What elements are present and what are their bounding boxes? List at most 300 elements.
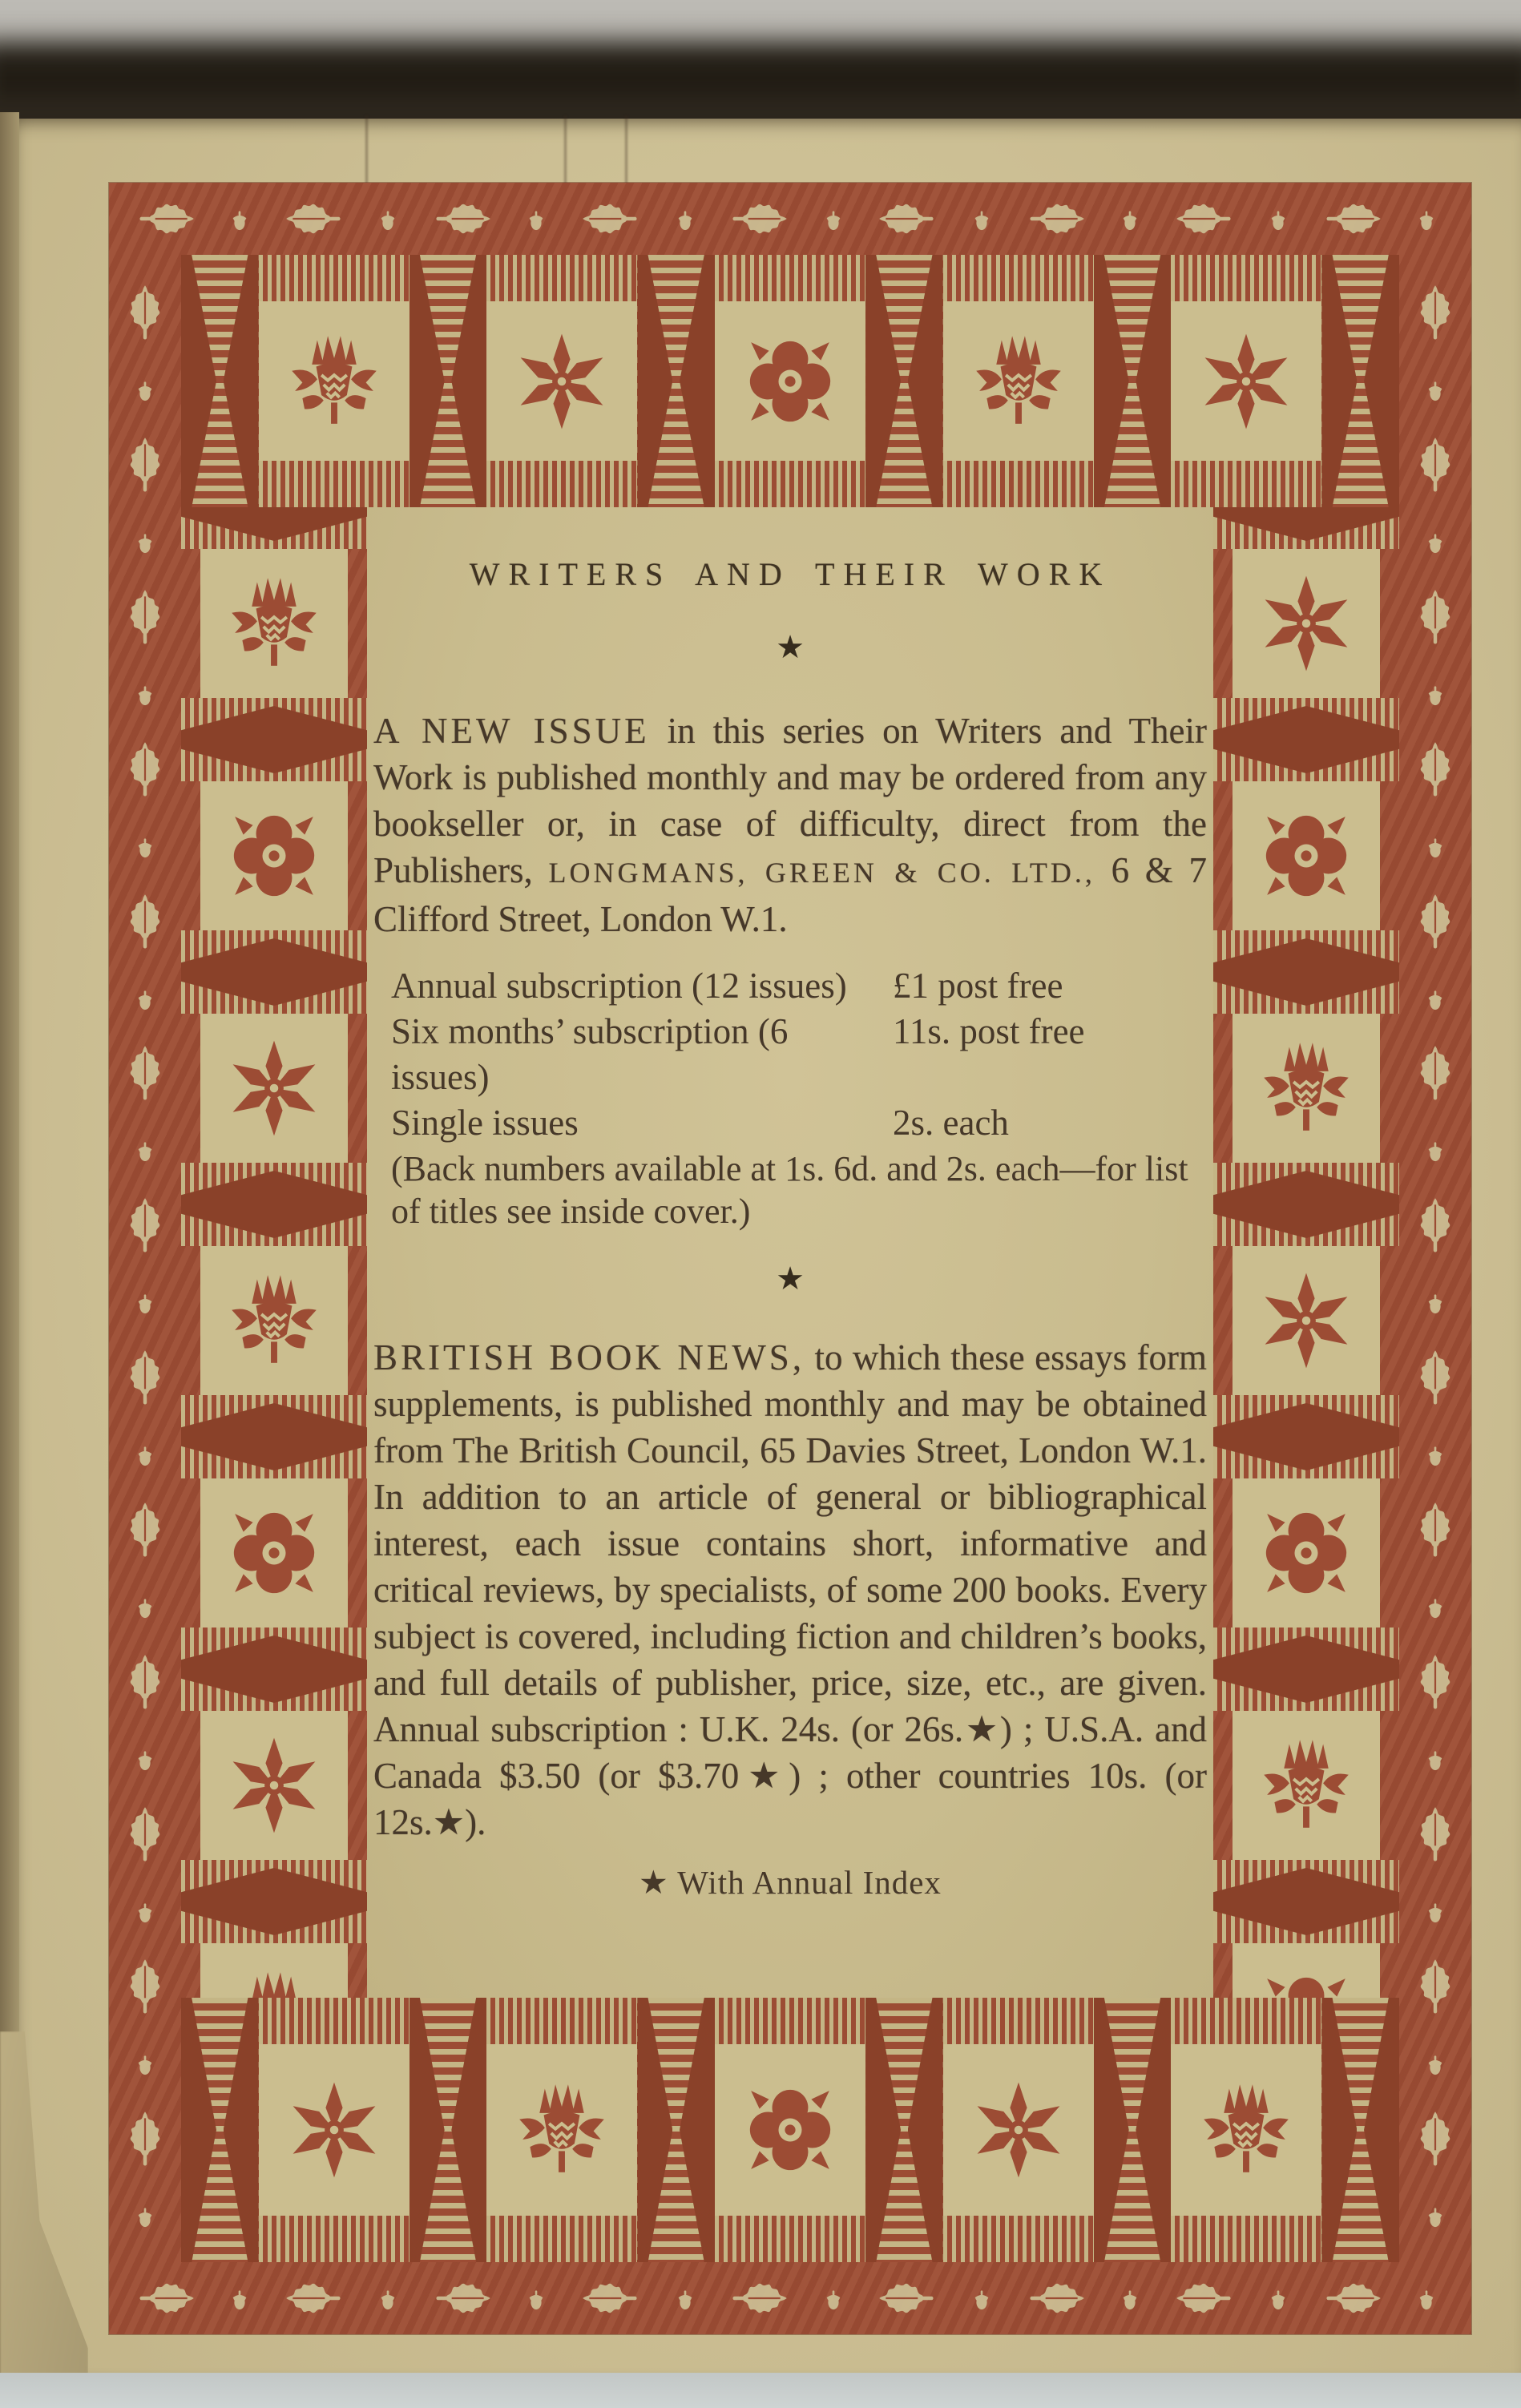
rose-icon xyxy=(1253,803,1359,909)
rose-icon xyxy=(1253,1965,1359,1998)
acorn-icon xyxy=(127,676,163,712)
oak-leaf-wrap xyxy=(284,189,344,248)
acorn-icon xyxy=(1418,981,1453,1016)
motif-square xyxy=(486,2044,637,2216)
oak-leaf-icon xyxy=(1027,189,1086,248)
oak-leaf-wrap xyxy=(1406,284,1465,343)
ladder-band xyxy=(181,255,259,507)
oak-leaf-icon xyxy=(115,893,175,952)
border-panel xyxy=(259,255,410,507)
acorn-icon xyxy=(127,1285,163,1320)
acorn-wrap xyxy=(668,2281,703,2316)
oak-leaf-wrap xyxy=(136,189,196,248)
motif-square xyxy=(943,2044,1094,2216)
acorn-icon xyxy=(370,2281,405,2316)
oak-leaf-wrap xyxy=(284,2269,344,2328)
oak-leaf-wrap xyxy=(1406,1805,1465,1865)
oak-leaf-wrap xyxy=(878,2269,937,2328)
oak-leaf-wrap xyxy=(1406,1501,1465,1560)
flower-icon xyxy=(281,2077,387,2183)
oak-leaf-icon xyxy=(1406,588,1465,647)
acorn-wrap xyxy=(1261,2281,1296,2316)
hatch-stripes xyxy=(943,1998,1094,2044)
hatch-stripes xyxy=(943,255,1094,301)
oak-leaf-wrap xyxy=(1406,1653,1465,1712)
oak-leaf-icon xyxy=(115,2110,175,2169)
oak-leaf-wrap xyxy=(729,189,789,248)
price-value: 11s. post free xyxy=(893,1011,1085,1051)
acorn-wrap xyxy=(1418,981,1453,1016)
oak-leaf-wrap xyxy=(581,2269,640,2328)
ladder-band xyxy=(410,1998,487,2262)
acorn-icon xyxy=(127,1437,163,1472)
series-paragraph xyxy=(373,708,1207,942)
hatch-stripes xyxy=(715,1998,865,2044)
flower-icon xyxy=(221,1035,327,1141)
ladder-band xyxy=(410,255,487,507)
oak-leaf-icon xyxy=(729,189,789,248)
price-item: Single issues xyxy=(391,1103,579,1143)
ladder-band xyxy=(865,255,943,507)
hatch-stripes xyxy=(715,2216,865,2262)
oak-leaf-wrap xyxy=(1406,2110,1465,2169)
acorn-icon xyxy=(222,201,257,236)
hatch-stripes xyxy=(715,461,865,507)
oak-leaf-icon xyxy=(1406,740,1465,800)
ladder-band xyxy=(637,255,715,507)
border-panel xyxy=(181,1204,367,1437)
oak-leaf-icon xyxy=(1175,2269,1234,2328)
oak-leaf-icon xyxy=(115,1349,175,1408)
oak-leaf-icon xyxy=(115,588,175,647)
border-panel xyxy=(1213,1437,1399,1669)
motif-square xyxy=(200,781,348,930)
oak-leaf-icon xyxy=(1406,1958,1465,2017)
border-panel xyxy=(181,1437,367,1669)
acorn-icon xyxy=(127,1589,163,1624)
oak-leaf-wrap xyxy=(1406,1196,1465,1256)
hatch-stripes xyxy=(486,1998,637,2044)
motif-square xyxy=(1171,2044,1321,2216)
acorn-icon xyxy=(1418,2046,1453,2081)
acorn-wrap xyxy=(518,201,554,236)
acorn-wrap xyxy=(816,2281,851,2316)
oak-leaf-strip-left xyxy=(109,255,181,2262)
motif-column-right xyxy=(1213,507,1399,1998)
acorn-wrap xyxy=(668,201,703,236)
oak-leaf-icon xyxy=(1027,2269,1086,2328)
acorn-wrap xyxy=(222,201,257,236)
oak-leaf-icon xyxy=(1323,2269,1382,2328)
motif-square xyxy=(486,301,637,461)
hatch-stripes xyxy=(486,461,637,507)
motif-square xyxy=(715,2044,865,2216)
acorn-wrap xyxy=(1418,1285,1453,1320)
acorn-wrap xyxy=(127,981,163,1016)
price-item: Annual subscription (12 issues) xyxy=(391,966,847,1006)
motif-square xyxy=(1233,1478,1380,1628)
motif-square xyxy=(1233,549,1380,698)
oak-leaf-icon xyxy=(136,189,196,248)
british-book-news-lead: BRITISH BOOK NEWS, xyxy=(373,1337,805,1377)
oak-leaf-icon xyxy=(1175,189,1234,248)
acorn-wrap xyxy=(127,524,163,559)
hatch-stripes xyxy=(259,461,410,507)
motif-row-top xyxy=(181,255,1399,507)
oak-leaf-wrap xyxy=(115,1653,175,1712)
motif-square xyxy=(200,1943,348,1998)
acorn-wrap xyxy=(964,201,999,236)
oak-leaf-wrap xyxy=(1406,740,1465,800)
acorn-icon xyxy=(127,524,163,559)
acorn-icon xyxy=(1418,1894,1453,1929)
thistle-icon xyxy=(281,329,387,434)
oak-leaf-icon xyxy=(1406,1805,1465,1865)
acorn-icon xyxy=(1112,201,1148,236)
acorn-wrap xyxy=(127,1589,163,1624)
hatch-stripes xyxy=(715,255,865,301)
hatch-stripes xyxy=(1171,1998,1321,2044)
hatch-stripes xyxy=(1171,255,1321,301)
acorn-icon xyxy=(222,2281,257,2316)
hatch-stripes xyxy=(1171,2216,1321,2262)
motif-square xyxy=(1233,1014,1380,1163)
price-table xyxy=(391,963,1207,1232)
acorn-icon xyxy=(1418,676,1453,712)
hatch-stripes xyxy=(943,2216,1094,2262)
acorn-wrap xyxy=(1418,2198,1453,2233)
acorn-icon xyxy=(1418,1741,1453,1777)
acorn-icon xyxy=(518,2281,554,2316)
motif-square xyxy=(200,1478,348,1628)
thistle-icon xyxy=(1253,1732,1359,1838)
acorn-wrap xyxy=(1418,2046,1453,2081)
oak-leaf-wrap xyxy=(1175,2269,1234,2328)
oak-leaf-icon xyxy=(284,2269,344,2328)
text-panel xyxy=(367,507,1213,1998)
motif-square xyxy=(200,1014,348,1163)
publisher-address: 6 & 7 Clifford Street, London W.1. xyxy=(373,850,1207,939)
motif-square xyxy=(1233,1711,1380,1860)
border-panel xyxy=(181,507,367,740)
border-panel xyxy=(1213,1669,1399,1902)
border-panel xyxy=(1213,507,1399,740)
oak-leaf-wrap xyxy=(115,1805,175,1865)
oak-leaf-strip-bottom xyxy=(109,2262,1471,2334)
oak-leaf-wrap xyxy=(115,1044,175,1103)
price-value: 2s. each xyxy=(893,1103,1009,1143)
oak-leaf-icon xyxy=(115,1958,175,2017)
motif-square xyxy=(1171,301,1321,461)
thistle-icon xyxy=(1253,1035,1359,1141)
acorn-wrap xyxy=(127,829,163,864)
flower-icon xyxy=(1253,1268,1359,1373)
table-row xyxy=(391,1009,1207,1100)
british-book-news-paragraph xyxy=(373,1334,1207,1845)
acorn-wrap xyxy=(127,676,163,712)
border-panel xyxy=(1171,1998,1321,2262)
oak-leaf-wrap xyxy=(115,1196,175,1256)
oak-leaf-wrap xyxy=(115,284,175,343)
acorn-wrap xyxy=(127,1437,163,1472)
hatch-stripes xyxy=(259,1998,410,2044)
acorn-wrap xyxy=(1112,201,1148,236)
oak-leaf-wrap xyxy=(1406,1349,1465,1408)
acorn-wrap xyxy=(1418,1437,1453,1472)
border-panel xyxy=(1213,1204,1399,1437)
motif-square xyxy=(1233,781,1380,930)
table-row xyxy=(391,1100,1207,1146)
oak-leaf-icon xyxy=(115,436,175,495)
acorn-icon xyxy=(964,201,999,236)
oak-leaf-icon xyxy=(581,189,640,248)
oak-leaf-icon xyxy=(433,189,492,248)
oak-leaf-icon xyxy=(1406,893,1465,952)
border-panel xyxy=(1171,255,1321,507)
ladder-band xyxy=(1094,255,1172,507)
border-panel xyxy=(1213,972,1399,1204)
border-panel xyxy=(1213,740,1399,972)
border-panel xyxy=(181,740,367,972)
oak-leaf-icon xyxy=(878,2269,937,2328)
acorn-wrap xyxy=(1418,1132,1453,1168)
oak-leaf-icon xyxy=(1406,1501,1465,1560)
oak-leaf-wrap xyxy=(1027,2269,1086,2328)
decorative-border xyxy=(109,183,1471,2334)
ladder-band xyxy=(1321,255,1399,507)
hatch-stripes xyxy=(259,255,410,301)
motif-square xyxy=(715,301,865,461)
oak-leaf-wrap xyxy=(878,189,937,248)
rose-icon xyxy=(737,329,843,434)
acorn-icon xyxy=(127,1132,163,1168)
divider-star: ★ xyxy=(776,1260,805,1297)
oak-leaf-wrap xyxy=(115,893,175,952)
oak-leaf-icon xyxy=(1323,189,1382,248)
oak-leaf-icon xyxy=(1406,436,1465,495)
border-panel xyxy=(181,972,367,1204)
motif-square xyxy=(1233,1943,1380,1998)
acorn-icon xyxy=(816,2281,851,2316)
acorn-wrap xyxy=(1409,201,1444,236)
acorn-icon xyxy=(127,981,163,1016)
thistle-icon xyxy=(221,571,327,676)
oak-leaf-wrap xyxy=(1175,189,1234,248)
oak-leaf-icon xyxy=(1406,2110,1465,2169)
acorn-icon xyxy=(1409,201,1444,236)
border-panel xyxy=(943,255,1094,507)
table-surface xyxy=(0,2373,1521,2408)
acorn-wrap xyxy=(1112,2281,1148,2316)
oak-leaf-wrap xyxy=(136,2269,196,2328)
oak-leaf-icon xyxy=(284,189,344,248)
flower-icon xyxy=(509,329,615,434)
acorn-wrap xyxy=(127,2046,163,2081)
publisher-name: LONGMANS, GREEN & CO. LTD., xyxy=(548,857,1095,889)
hatch-stripes xyxy=(486,255,637,301)
acorn-icon xyxy=(518,201,554,236)
hatch-stripes xyxy=(1171,461,1321,507)
acorn-icon xyxy=(127,2198,163,2233)
page-title: WRITERS AND THEIR WORK xyxy=(469,556,1112,592)
acorn-wrap xyxy=(127,1132,163,1168)
oak-leaf-wrap xyxy=(115,436,175,495)
oak-leaf-wrap xyxy=(115,1958,175,2017)
acorn-wrap xyxy=(127,372,163,407)
oak-leaf-wrap xyxy=(115,588,175,647)
acorn-wrap xyxy=(222,2281,257,2316)
acorn-wrap xyxy=(370,201,405,236)
oak-leaf-wrap xyxy=(1323,2269,1382,2328)
flower-icon xyxy=(221,1732,327,1838)
oak-leaf-strip-right xyxy=(1399,255,1471,2262)
acorn-icon xyxy=(127,372,163,407)
british-book-news-body: to which these essays form supplements, is published monthly and may be obtained from The British Council, 65 Davies Street, London W.1. In addition to an article of general or bibliographical interest, each issue contains short, informative and critical reviews, by specialists, of some 200 books. Every subject is covered, including fiction and children’s books, and full details of publisher, price, size, etc., are given. Annual subscription : U.K. 24s. (or 26s.★) ; U.S.A. and Canada $3.50 (or $3.70★) ; other countries 10s. (or 12s.★). xyxy=(373,1337,1207,1842)
oak-leaf-icon xyxy=(115,1653,175,1712)
acorn-wrap xyxy=(1418,829,1453,864)
flower-icon xyxy=(1253,571,1359,676)
oak-leaf-icon xyxy=(115,1501,175,1560)
annual-index-footnote: ★ With Annual Index xyxy=(639,1864,942,1901)
acorn-wrap xyxy=(1418,676,1453,712)
price-value: £1 post free xyxy=(893,966,1063,1006)
acorn-icon xyxy=(1418,1589,1453,1624)
acorn-wrap xyxy=(1261,201,1296,236)
oak-leaf-wrap xyxy=(115,740,175,800)
acorn-icon xyxy=(127,829,163,864)
oak-leaf-icon xyxy=(729,2269,789,2328)
border-panel xyxy=(486,255,637,507)
oak-leaf-icon xyxy=(581,2269,640,2328)
motif-square xyxy=(200,1711,348,1860)
acorn-icon xyxy=(1418,524,1453,559)
thistle-icon xyxy=(221,1965,327,1998)
acorn-icon xyxy=(1261,201,1296,236)
ladder-band xyxy=(865,1998,943,2262)
thistle-icon xyxy=(966,329,1071,434)
motif-square xyxy=(259,301,410,461)
acorn-wrap xyxy=(816,201,851,236)
hatch-stripes xyxy=(486,2216,637,2262)
flower-icon xyxy=(966,2077,1071,2183)
motif-square xyxy=(200,549,348,698)
acorn-wrap xyxy=(127,1894,163,1929)
oak-leaf-wrap xyxy=(1406,436,1465,495)
acorn-wrap xyxy=(964,2281,999,2316)
book-cover xyxy=(14,119,1521,2374)
motif-row-bottom xyxy=(181,1998,1399,2262)
oak-leaf-icon xyxy=(1406,1653,1465,1712)
acorn-icon xyxy=(668,201,703,236)
oak-leaf-wrap xyxy=(1406,893,1465,952)
thistle-icon xyxy=(1193,2077,1299,2183)
acorn-wrap xyxy=(1418,1589,1453,1624)
back-numbers-note: (Back numbers available at 1s. 6d. and 2s. each—for list of titles see inside cover.) xyxy=(391,1149,1188,1231)
oak-leaf-wrap xyxy=(115,1501,175,1560)
acorn-icon xyxy=(1418,829,1453,864)
oak-leaf-icon xyxy=(136,2269,196,2328)
motif-ring xyxy=(181,255,1399,2262)
acorn-wrap xyxy=(518,2281,554,2316)
acorn-icon xyxy=(1112,2281,1148,2316)
rose-icon xyxy=(221,803,327,909)
oak-leaf-wrap xyxy=(581,189,640,248)
motif-square xyxy=(259,2044,410,2216)
acorn-wrap xyxy=(127,2198,163,2233)
oak-leaf-icon xyxy=(1406,284,1465,343)
oak-leaf-wrap xyxy=(1027,189,1086,248)
oak-leaf-icon xyxy=(115,1044,175,1103)
oak-leaf-icon xyxy=(115,284,175,343)
acorn-icon xyxy=(1409,2281,1444,2316)
ladder-band xyxy=(637,1998,715,2262)
price-item: Six months’ subscription (6 issues) xyxy=(391,1011,789,1097)
acorn-icon xyxy=(127,1741,163,1777)
oak-leaf-wrap xyxy=(115,1349,175,1408)
acorn-wrap xyxy=(1418,1741,1453,1777)
acorn-icon xyxy=(668,2281,703,2316)
series-paragraph-lead: A NEW ISSUE xyxy=(373,711,650,751)
motif-square xyxy=(943,301,1094,461)
acorn-icon xyxy=(1418,1437,1453,1472)
acorn-wrap xyxy=(1418,1894,1453,1929)
hatch-stripes xyxy=(943,461,1094,507)
acorn-icon xyxy=(1418,2198,1453,2233)
oak-leaf-wrap xyxy=(115,2110,175,2169)
acorn-icon xyxy=(127,2046,163,2081)
rose-icon xyxy=(737,2077,843,2183)
border-panel xyxy=(715,255,865,507)
thistle-icon xyxy=(509,2077,615,2183)
oak-leaf-wrap xyxy=(729,2269,789,2328)
oak-leaf-wrap xyxy=(433,2269,492,2328)
oak-leaf-icon xyxy=(115,1196,175,1256)
acorn-wrap xyxy=(127,1285,163,1320)
oak-leaf-icon xyxy=(1406,1044,1465,1103)
ladder-band xyxy=(1321,1998,1399,2262)
acorn-icon xyxy=(370,201,405,236)
border-panel xyxy=(259,1998,410,2262)
oak-leaf-icon xyxy=(115,740,175,800)
rose-icon xyxy=(1253,1500,1359,1606)
acorn-wrap xyxy=(127,1741,163,1777)
oak-leaf-icon xyxy=(433,2269,492,2328)
acorn-icon xyxy=(1418,1285,1453,1320)
series-paragraph-body: in this series on Writers and Their Work is published monthly and may be ordered from any bookseller or, in case of difficulty, direct from the Publishers, xyxy=(373,711,1208,890)
border-panel xyxy=(943,1998,1094,2262)
border-panel xyxy=(715,1998,865,2262)
acorn-wrap xyxy=(1418,524,1453,559)
acorn-wrap xyxy=(370,2281,405,2316)
oak-leaf-icon xyxy=(878,189,937,248)
acorn-icon xyxy=(1418,372,1453,407)
hatch-stripes xyxy=(259,2216,410,2262)
thistle-icon xyxy=(221,1268,327,1373)
motif-column-left xyxy=(181,507,367,1998)
divider-star: ★ xyxy=(776,629,805,665)
acorn-wrap xyxy=(1418,372,1453,407)
acorn-icon xyxy=(1261,2281,1296,2316)
oak-leaf-icon xyxy=(1406,1349,1465,1408)
rose-icon xyxy=(221,1500,327,1606)
oak-leaf-icon xyxy=(1406,1196,1465,1256)
acorn-icon xyxy=(816,201,851,236)
acorn-icon xyxy=(1418,1132,1453,1168)
flower-icon xyxy=(1193,329,1299,434)
oak-leaf-strip-top xyxy=(109,183,1471,255)
border-panel xyxy=(181,1669,367,1902)
border-panel xyxy=(486,1998,637,2262)
